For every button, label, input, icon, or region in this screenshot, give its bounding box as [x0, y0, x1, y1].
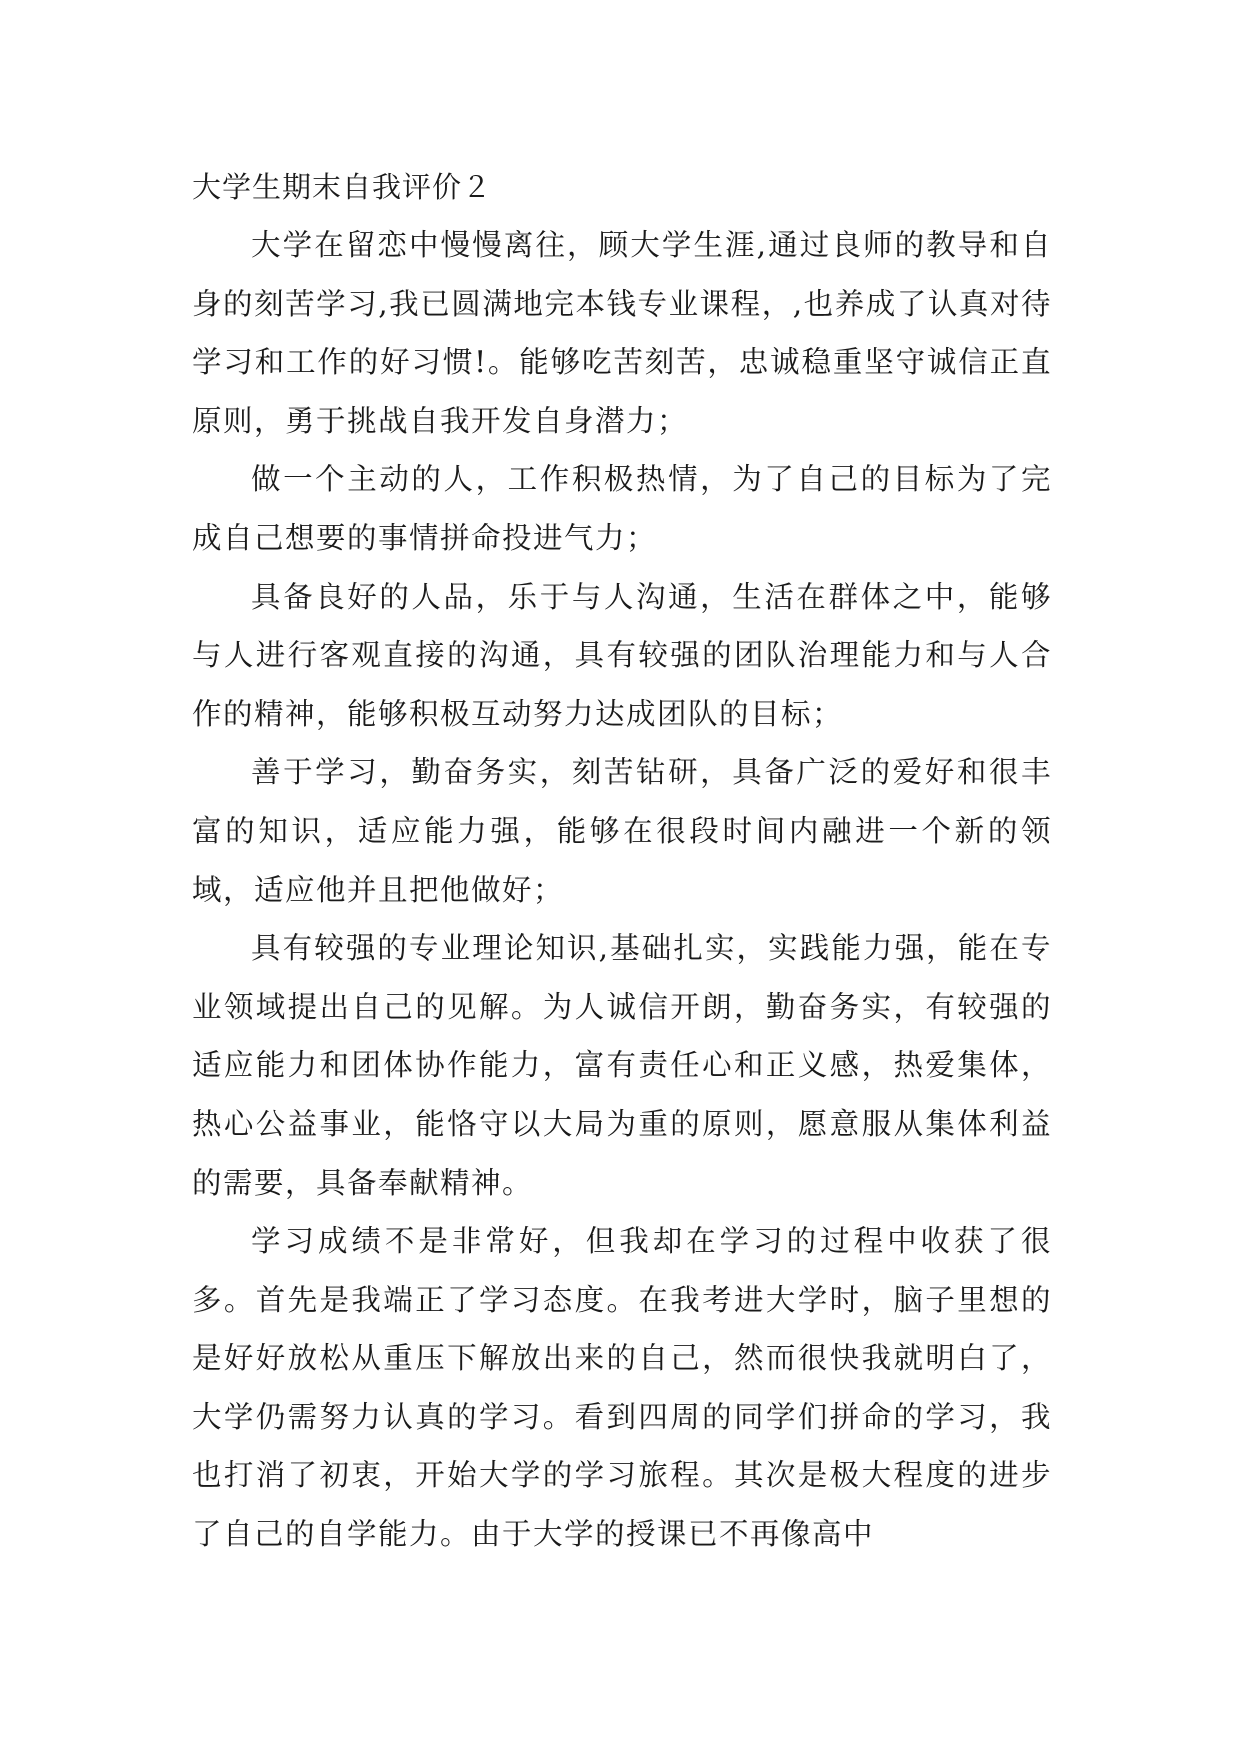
paragraph-5: 具有较强的专业理论知识,基础扎实，实践能力强，能在专业领域提出自己的见解。为人诚信开朗，勤奋务实，有较强的适应能力和团体协作能力，富有责任心和正义感，热爱集体，热心公益事业，能恪守以大局为重的原则，愿意服从集体利益的需要，具备奉献精神。 — [192, 931, 1052, 1200]
paragraph-1: 大学在留恋中慢慢离往，顾大学生涯,通过良师的教导和自身的刻苦学习,我已圆满地完本钱专业课程，,也养成了认真对待学习和工作的好习惯!。能够吃苦刻苦，忠诚稳重坚守诚信正直原则，勇于挑战自我开发自身潜力； — [192, 228, 1052, 438]
paragraph-2: 做一个主动的人，工作积极热情，为了自己的目标为了完成自己想要的事情拼命投进气力； — [192, 462, 1052, 555]
document-body — [192, 158, 1052, 1564]
paragraph-3: 具备良好的人品，乐于与人沟通，生活在群体之中，能够与人进行客观直接的沟通，具有较强的团队治理能力和与人合作的精神，能够积极互动努力达成团队的目标； — [192, 579, 1052, 731]
document-title: 大学生期末自我评价２ — [192, 170, 493, 204]
paragraph-6: 学习成绩不是非常好，但我却在学习的过程中收获了很多。首先是我端正了学习态度。在我考进大学时，脑子里想的是好好放松从重压下解放出来的自己，然而很快我就明白了，大学仍需努力认真的学习。看到四周的同学们拼命的学习，我也打消了初衷，开始大学的学习旅程。其次是极大程度的进步了自己的自学能力。由于大学的授课已不再像高中 — [192, 1224, 1052, 1552]
paragraph-4: 善于学习，勤奋务实，刻苦钻研，具备广泛的爱好和很丰富的知识，适应能力强，能够在很段时间内融进一个新的领域，适应他并且把他做好； — [192, 755, 1052, 907]
